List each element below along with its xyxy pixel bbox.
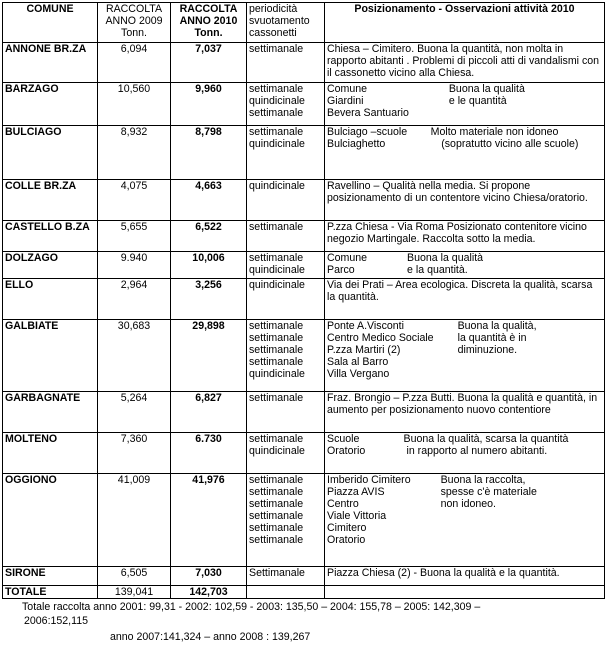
raccolta-2009-cell: 41,009 <box>98 474 171 567</box>
raccolta-2009-cell: 8,932 <box>98 126 171 180</box>
osservazioni-notes <box>449 83 525 119</box>
periodicita-item: settimanale <box>249 356 304 368</box>
periodicita-item: settimanale <box>249 433 304 445</box>
periodicita-item: quindicinale <box>249 95 305 107</box>
osservazioni-line: Ponte A.Visconti <box>327 320 404 332</box>
totale-period-empty <box>247 586 325 599</box>
osservazioni-cell <box>325 433 605 474</box>
periodicita-cell <box>247 221 325 252</box>
periodicita-item: settimanale <box>249 486 304 498</box>
osservazioni-note: spesse c'è materiale <box>440 486 537 498</box>
periodicita-cell <box>247 43 325 83</box>
comune-cell: ANNONE BR.ZA <box>3 43 98 83</box>
table-row <box>3 83 605 126</box>
periodicita-item: settimanale <box>249 344 304 356</box>
raccolta-2010-cell: 6,522 <box>171 221 247 252</box>
table-row <box>3 180 605 221</box>
periodicita-item: settimanale <box>249 510 304 522</box>
raccolta-2009-cell: 6,094 <box>98 43 171 83</box>
periodicita-cell <box>247 180 325 221</box>
periodicita-item: settimanale <box>249 474 304 486</box>
header-comune: COMUNE <box>3 3 98 43</box>
osservazioni-locations <box>327 433 602 457</box>
osservazioni-cell <box>325 392 605 433</box>
header-row <box>3 3 605 43</box>
table-row <box>3 279 605 320</box>
periodicita-item: settimanale <box>249 522 304 534</box>
osservazioni-cell <box>325 279 605 320</box>
periodicita-cell <box>247 320 325 392</box>
table-row <box>3 320 605 392</box>
header-raccolta-2009: RACCOLTA ANNO 2009 Tonn. <box>98 3 171 43</box>
osservazioni-cell <box>325 43 605 83</box>
raccolta-2010-cell: 4,663 <box>171 180 247 221</box>
periodicita-cell <box>247 279 325 320</box>
footer-line-2: 2006:152,115 <box>24 615 89 627</box>
comune-cell: CASTELLO B.ZA <box>3 221 98 252</box>
table-row <box>3 221 605 252</box>
osservazioni-cell <box>325 320 605 392</box>
osservazioni-line: Oratorio <box>327 534 366 546</box>
osservazioni-text: Via dei Prati – Area ecologica. Discreta la qualità, scarsa la quantità. <box>327 279 593 303</box>
periodicita-item: quindicinale <box>249 264 305 276</box>
osservazioni-locations <box>327 474 411 546</box>
osservazioni-text: Fraz. Brongio – P.zza Butti. Buona la qualità e quantità, in aumento per posizionamento nuovo contentiore <box>327 392 598 416</box>
osservazioni-note: Buona la qualità <box>448 83 525 95</box>
osservazioni-text: Piazza Chiesa (2) - Buona la qualità e la quantità. <box>327 567 560 579</box>
osservazioni-notes <box>441 474 537 546</box>
osservazioni-line: Centro <box>327 498 359 510</box>
periodicita-item: settimanale <box>249 320 304 332</box>
osservazioni-line: Viale Vittoria <box>327 510 387 522</box>
osservazioni-notes <box>458 320 537 380</box>
periodicita-item: settimanale <box>249 332 304 344</box>
comune-cell: GALBIATE <box>3 320 98 392</box>
osservazioni-note: la quantità è in <box>457 332 527 344</box>
raccolta-2010-cell: 8,798 <box>171 126 247 180</box>
footer-line-3: anno 2007:141,324 – anno 2008 : 139,267 <box>110 631 311 643</box>
osservazioni-line: Centro Medico Sociale <box>327 332 434 344</box>
osservazioni-line: Bulciaghetto (sopratutto vicino alle scuole) <box>327 138 579 150</box>
periodicita-cell <box>247 126 325 180</box>
raccolta-2010-cell: 41,976 <box>171 474 247 567</box>
comune-cell: BARZAGO <box>3 83 98 126</box>
osservazioni-line: Scuole Buona la qualità, scarsa la quantità <box>327 433 569 445</box>
osservazioni-cell <box>325 252 605 279</box>
osservazioni-notes <box>407 252 483 276</box>
totale-2010: 142,703 <box>171 586 247 599</box>
periodicita-cell <box>247 252 325 279</box>
comune-cell: BULCIAGO <box>3 126 98 180</box>
periodicita-item: quindicinale <box>249 445 305 457</box>
raccolta-2009-cell: 30,683 <box>98 320 171 392</box>
osservazioni-line: Cimitero <box>327 522 367 534</box>
totale-2009: 139,041 <box>98 586 171 599</box>
osservazioni-line: Parco <box>327 264 355 276</box>
periodicita-cell <box>247 433 325 474</box>
raccolta-2010-cell: 10,006 <box>171 252 247 279</box>
osservazioni-cell <box>325 126 605 180</box>
osservazioni-cell <box>325 221 605 252</box>
totale-label: TOTALE <box>3 586 98 599</box>
osservazioni-locations <box>327 320 434 380</box>
header-raccolta-2010: RACCOLTA ANNO 2010 Tonn. <box>171 3 247 43</box>
osservazioni-locations <box>327 252 367 276</box>
comune-cell: MOLTENO <box>3 433 98 474</box>
osservazioni-note: Buona la qualità <box>407 252 484 264</box>
periodicita-item: Settimanale <box>249 567 305 579</box>
osservazioni-text: Chiesa – Cimitero. Buona la quantità, non molta in rapporto abitanti . Problemi di piccoli atti di vandalismi con il cassonetto vicino alla Chiesa. <box>327 43 600 79</box>
osservazioni-text: P.zza Chiesa - Via Roma Posizionato contenitore vicino negozio Martingale. Raccolta sotto la media. <box>327 221 587 245</box>
osservazioni-note: e la quantità. <box>407 264 468 276</box>
footer-line-1: Totale raccolta anno 2001: 99,31 - 2002: 102,59 - 2003: 135,50 – 2004: 155,78 – 2005: 142,309 – <box>22 601 481 613</box>
osservazioni-cell <box>325 567 605 586</box>
osservazioni-line: Villa Vergano <box>327 368 390 380</box>
raccolta-2009-cell: 10,560 <box>98 83 171 126</box>
osservazioni-line: Oratorio in rapporto al numero abitanti. <box>327 445 548 457</box>
raccolta-2009-cell: 9.940 <box>98 252 171 279</box>
osservazioni-line: Sala al Barro <box>327 356 389 368</box>
periodicita-item: settimanale <box>249 392 304 404</box>
osservazioni-line: Comune <box>327 252 368 264</box>
table-row <box>3 567 605 586</box>
osservazioni-line: Imberido Cimitero <box>327 474 411 486</box>
raccolta-2009-cell: 4,075 <box>98 180 171 221</box>
osservazioni-cell <box>325 83 605 126</box>
periodicita-item: settimanale <box>249 107 304 119</box>
totale-row <box>3 586 605 599</box>
raccolta-2009-cell: 6,505 <box>98 567 171 586</box>
periodicita-item: quindicinale <box>249 138 305 150</box>
osservazioni-note: e le quantità <box>448 95 507 107</box>
header-posizionamento: Posizionamento - Osservazioni attività 2010 <box>325 3 605 43</box>
periodicita-item: settimanale <box>249 126 304 138</box>
table-row <box>3 433 605 474</box>
periodicita-item: settimanale <box>249 498 304 510</box>
raccolta-table <box>2 2 605 599</box>
comune-cell: ELLO <box>3 279 98 320</box>
osservazioni-line: P.zza Martiri (2) <box>327 344 401 356</box>
osservazioni-note: non idoneo. <box>440 498 496 510</box>
comune-cell: SIRONE <box>3 567 98 586</box>
raccolta-2010-cell: 3,256 <box>171 279 247 320</box>
periodicita-item: settimanale <box>249 534 304 546</box>
periodicita-item: settimanale <box>249 252 304 264</box>
raccolta-2009-cell: 5,264 <box>98 392 171 433</box>
raccolta-2010-cell: 7,037 <box>171 43 247 83</box>
osservazioni-note: Buona la raccolta, <box>440 474 526 486</box>
periodicita-item: settimanale <box>249 83 304 95</box>
raccolta-2010-cell: 9,960 <box>171 83 247 126</box>
periodicita-item: quindicinale <box>249 368 305 380</box>
periodicita-item: settimanale <box>249 43 304 55</box>
comune-cell: DOLZAGO <box>3 252 98 279</box>
periodicita-item: quindicinale <box>249 180 305 192</box>
header-periodicita: periodicità svuotamento cassonetti <box>247 3 325 43</box>
osservazioni-line: Giardini <box>327 95 364 107</box>
osservazioni-note: diminuzione. <box>457 344 518 356</box>
comune-cell: OGGIONO <box>3 474 98 567</box>
table-row <box>3 126 605 180</box>
raccolta-2010-cell: 6,827 <box>171 392 247 433</box>
table-row <box>3 252 605 279</box>
comune-cell: GARBAGNATE <box>3 392 98 433</box>
table-row <box>3 474 605 567</box>
raccolta-2010-cell: 29,898 <box>171 320 247 392</box>
periodicita-item: settimanale <box>249 221 304 233</box>
osservazioni-text: Ravellino – Qualità nella media. Si propone posizionamento di un contentore vicino Chiesa/oratorio. <box>327 180 588 204</box>
periodicita-cell <box>247 567 325 586</box>
comune-cell: COLLE BR.ZA <box>3 180 98 221</box>
osservazioni-line: Piazza AVIS <box>327 486 385 498</box>
raccolta-2010-cell: 6.730 <box>171 433 247 474</box>
osservazioni-line: Comune <box>327 83 368 95</box>
osservazioni-line: Bevera Santuario <box>327 107 409 119</box>
osservazioni-cell <box>325 474 605 567</box>
raccolta-2009-cell: 5,655 <box>98 221 171 252</box>
periodicita-cell <box>247 474 325 567</box>
raccolta-2009-cell: 7,360 <box>98 433 171 474</box>
periodicita-cell <box>247 392 325 433</box>
periodicita-item: quindicinale <box>249 279 305 291</box>
osservazioni-locations <box>327 83 409 119</box>
raccolta-2009-cell: 2,964 <box>98 279 171 320</box>
periodicita-cell <box>247 83 325 126</box>
osservazioni-note: Buona la qualità, <box>457 320 537 332</box>
table-row <box>3 43 605 83</box>
totale-obs-empty <box>325 586 605 599</box>
raccolta-2010-cell: 7,030 <box>171 567 247 586</box>
osservazioni-line: Bulciago –scuole Molto materiale non idoneo <box>327 126 559 138</box>
osservazioni-locations <box>327 126 602 150</box>
table-row <box>3 392 605 433</box>
osservazioni-cell <box>325 180 605 221</box>
